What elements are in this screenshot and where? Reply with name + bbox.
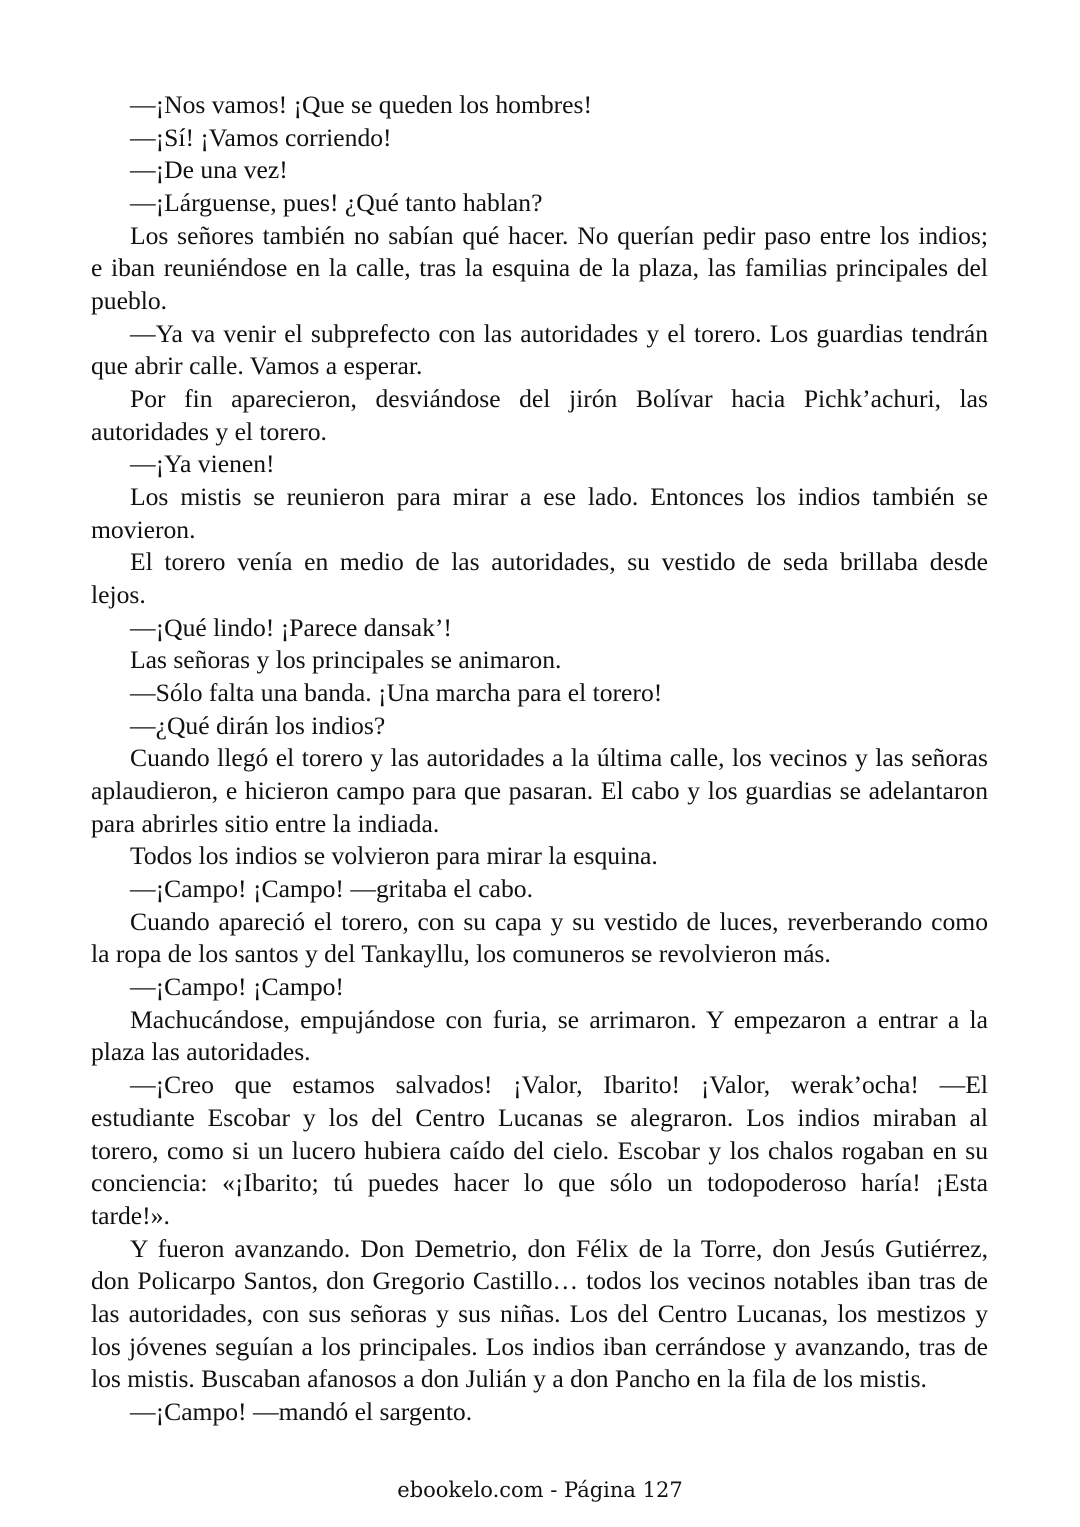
text-line: —Ya va venir el subprefecto con las autoridades y el torero. Los guardias tendrán [130,318,988,348]
text-line: —¡Campo! ¡Campo! —gritaba el cabo. [130,874,533,904]
paragraph [91,677,988,710]
text-line: tarde!». [91,1200,170,1230]
paragraph [91,644,988,677]
text-line: —¡Sí! ¡Vamos corriendo! [130,122,392,152]
text-line: plaza las autoridades. [91,1037,311,1067]
text-line: Y fueron avanzando. Don Demetrio, don Félix de la Torre, don Jesús Gutiérrez, [130,1233,988,1263]
text-line: don Policarpo Santos, don Gregorio Castillo… todos los vecinos notables iban tras de [91,1266,988,1296]
paragraph [91,318,988,383]
text-line: pueblo. [91,286,168,316]
text-line: estudiante Escobar y los del Centro Lucanas se alegraron. Los indios miraban al [91,1102,988,1132]
text-line: lejos. [91,580,146,610]
text-line: —¡Qué lindo! ¡Parece dansak’! [130,612,452,642]
text-line: —¡De una vez! [130,155,288,185]
text-line: e iban reuniéndose en la calle, tras la esquina de la plaza, las familias principales del [91,253,988,283]
text-line: Cuando apareció el torero, con su capa y su vestido de luces, reverberando como [130,906,988,936]
text-line: las autoridades, con sus señoras y sus niñas. Los del Centro Lucanas, los mestizos y [91,1298,988,1328]
paragraph [91,1233,988,1396]
text-line: Machucándose, empujándose con furia, se arrimaron. Y empezaron a entrar a la [130,1004,988,1034]
text-line: —Sólo falta una banda. ¡Una marcha para el torero! [130,678,663,708]
text-line: aplaudieron, e hicieron campo para que pasaran. El cabo y los guardias se adelantaron [91,776,988,806]
text-line: movieron. [91,514,196,544]
text-line: —¡Campo! ¡Campo! [130,972,344,1002]
text-line: para abrirles sitio entre la indiada. [91,808,440,838]
text-line: Los señores también no sabían qué hacer. No querían pedir paso entre los indios; [130,220,988,250]
footer-page-label: Página [564,1478,636,1502]
text-line: El torero venía en medio de las autoridades, su vestido de seda brillaba desde [130,547,988,577]
paragraph [91,1004,988,1069]
page-footer [0,1474,1080,1506]
paragraph [91,1069,988,1232]
text-line: —¡Creo que estamos salvados! ¡Valor, Ibarito! ¡Valor, werak’ocha! —El [130,1070,988,1100]
paragraph [91,710,988,743]
text-line: Por fin aparecieron, desviándose del jirón Bolívar hacia Pichk’achuri, las [130,384,988,414]
footer-site: ebookelo.com [397,1478,544,1502]
text-line: Los mistis se reunieron para mirar a ese lado. Entonces los indios también se [130,482,988,512]
paragraph [91,383,988,448]
text-line: Todos los indios se volvieron para mirar la esquina. [130,841,658,871]
text-line: conciencia: «¡Ibarito; tú puedes hacer lo que sólo un todopoderoso haría! ¡Esta [91,1168,988,1198]
paragraph [91,220,988,318]
paragraph [91,1396,988,1429]
paragraph [91,122,988,155]
text-line: los mistis. Buscaban afanosos a don Julián y a don Pancho en la fila de los mistis. [91,1364,927,1394]
paragraph [91,840,988,873]
text-line: —¡Nos vamos! ¡Que se queden los hombres! [130,90,593,119]
text-line: —¡Ya vienen! [130,449,275,479]
footer-separator: - [543,1478,565,1502]
paragraph [91,89,988,122]
paragraph [91,154,988,187]
text-line: que abrir calle. Vamos a esperar. [91,351,423,381]
paragraph [91,481,988,546]
text-line: Cuando llegó el torero y las autoridades a la última calle, los vecinos y las señoras [130,743,988,773]
paragraph [91,906,988,971]
page-number: 127 [642,1478,683,1502]
page-body [91,89,988,1429]
text-line: los jóvenes seguían a los principales. Los indios iban cerrándose y avanzando, tras de [91,1331,988,1361]
text-line: la ropa de los santos y del Tankayllu, los comuneros se revolvieron más. [91,939,831,969]
paragraph [91,971,988,1004]
paragraph [91,546,988,611]
paragraph [91,448,988,481]
text-line: torero, como si un lucero hubiera caído del cielo. Escobar y los chalos rogaban en su [91,1135,988,1165]
paragraph [91,612,988,645]
text-line: Las señoras y los principales se animaron. [130,645,562,675]
paragraph [91,742,988,840]
text-line: —¿Qué dirán los indios? [130,710,386,740]
paragraph [91,187,988,220]
text-line: autoridades y el torero. [91,416,327,446]
text-line: —¡Campo! —mandó el sargento. [130,1396,473,1426]
paragraph [91,873,988,906]
text-line: —¡Lárguense, pues! ¿Qué tanto hablan? [130,188,543,218]
